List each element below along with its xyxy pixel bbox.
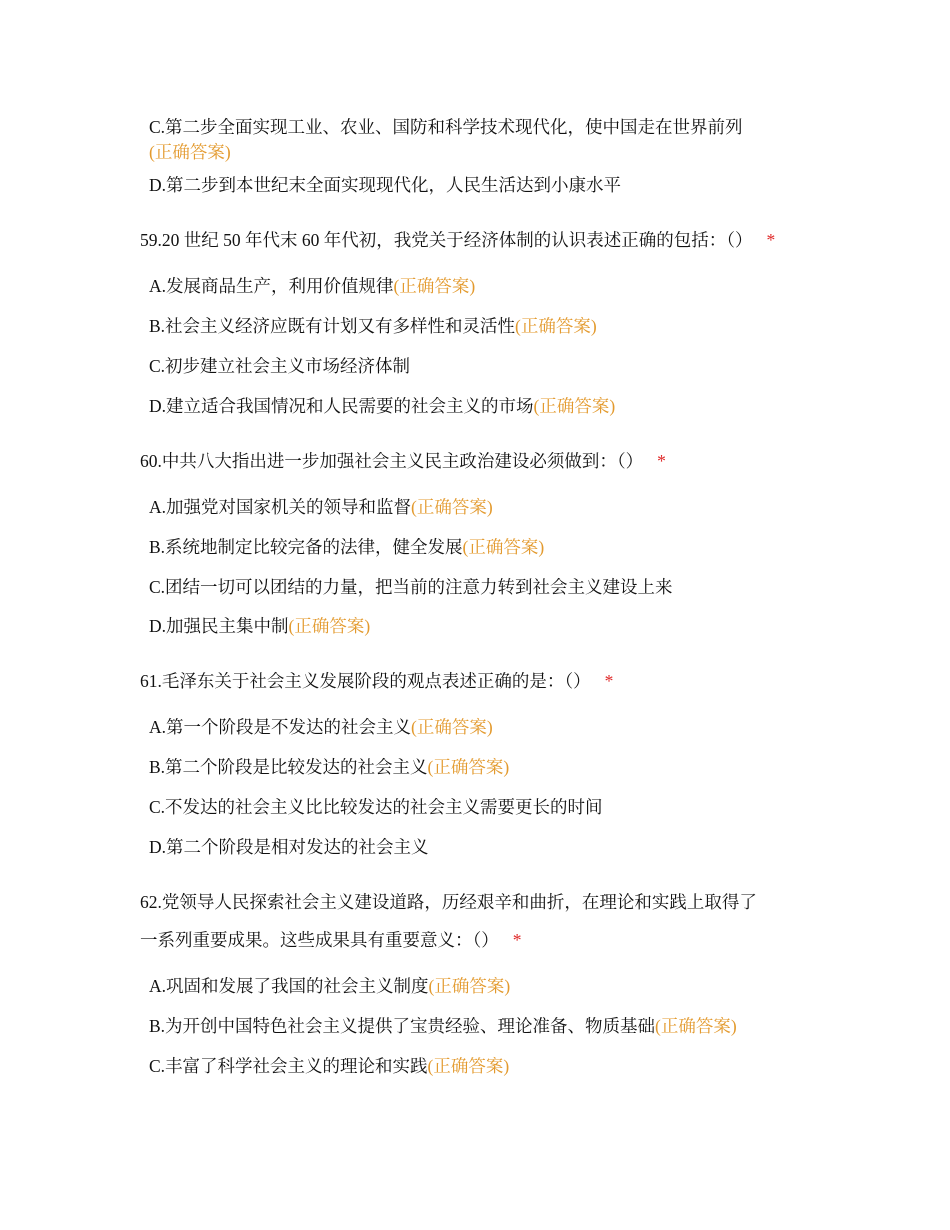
option-item[interactable] [149,1015,737,1037]
correct-answer-label: (正确答案) [411,717,493,737]
option-item[interactable] [149,496,493,518]
option-text: B.社会主义经济应既有计划又有多样性和灵活性 [149,316,516,336]
question-text: 60.中共八大指出进一步加强社会主义民主政治建设必须做到：（） [140,451,644,471]
option-item[interactable] [149,836,429,858]
question-title [140,450,666,472]
correct-answer-label: (正确答案) [427,757,510,777]
option-text: D.加强民主集中制 [149,616,289,636]
correct-answer-label: (正确答案) [515,316,597,336]
option-text: A.第一个阶段是不发达的社会主义 [149,717,412,737]
option-item [149,116,743,138]
option-text: C.初步建立社会主义市场经济体制 [149,356,411,376]
correct-answer-label: (正确答案) [411,497,493,517]
option-item[interactable] [149,275,475,297]
option-item[interactable] [149,716,493,738]
option-item[interactable] [149,536,544,558]
option-text: C.第二步全面实现工业、农业、国防和科学技术现代化，使中国走在世界前列 [149,117,743,137]
option-text: D.建立适合我国情况和人民需要的社会主义的市场 [149,396,534,416]
correct-answer-label: (正确答案) [427,1056,510,1076]
question-title [140,229,775,251]
question-text: 62.党领导人民探索社会主义建设道路，历经艰辛和曲折，在理论和实践上取得了 [140,892,757,912]
option-text: B.第二个阶段是比较发达的社会主义 [149,757,428,777]
option-text: D.第二步到本世纪末全面实现现代化，人民生活达到小康水平 [149,175,622,195]
option-text: B.为开创中国特色社会主义提供了宝贵经验、理论准备、物质基础 [149,1016,656,1036]
option-text: C.团结一切可以团结的力量，把当前的注意力转到社会主义建设上来 [149,577,673,597]
correct-answer-label: (正确答案) [149,142,231,162]
option-item[interactable] [149,975,510,997]
correct-answer-label: (正确答案) [393,276,476,296]
question-text: 59.20 世纪 50 年代末 60 年代初，我党关于经济体制的认识表述正确的包括：（） [140,230,753,250]
question-title [140,670,613,692]
correct-answer-label: (正确答案) [655,1016,737,1036]
required-mark: * [657,451,666,471]
question-text: 一系列重要成果。这些成果具有重要意义：（） [140,930,499,950]
option-text: A.加强党对国家机关的领导和监督 [149,497,412,517]
required-mark: * [766,230,776,250]
correct-answer-label: (正确答案) [288,616,371,636]
correct-answer-label: (正确答案) [462,537,545,557]
option-item[interactable] [149,395,615,417]
option-item[interactable] [149,756,509,778]
option-text: C.不发达的社会主义比比较发达的社会主义需要更长的时间 [149,797,603,817]
option-item[interactable] [149,796,603,818]
question-title-line-1 [140,891,757,913]
option-item[interactable] [149,1055,509,1077]
option-text: A.发展商品生产，利用价值规律 [149,276,394,296]
option-item[interactable] [149,615,370,637]
option-item [149,174,621,196]
required-mark: * [512,930,522,950]
option-item[interactable] [149,576,673,598]
option-text: A.巩固和发展了我国的社会主义制度 [149,976,429,996]
option-text: D.第二个阶段是相对发达的社会主义 [149,837,429,857]
option-item[interactable] [149,315,597,337]
correct-answer-label: (正确答案) [533,396,616,416]
question-title-line-2 [140,929,522,951]
correct-answer-label: (正确答案) [428,976,511,996]
option-item[interactable] [149,355,410,377]
option-text: B.系统地制定比较完备的法律，健全发展 [149,537,463,557]
option-text: C.丰富了科学社会主义的理论和实践 [149,1056,428,1076]
correct-answer-label [149,141,231,163]
required-mark: * [604,671,614,691]
question-text: 61.毛泽东关于社会主义发展阶段的观点表述正确的是：（） [140,671,591,691]
